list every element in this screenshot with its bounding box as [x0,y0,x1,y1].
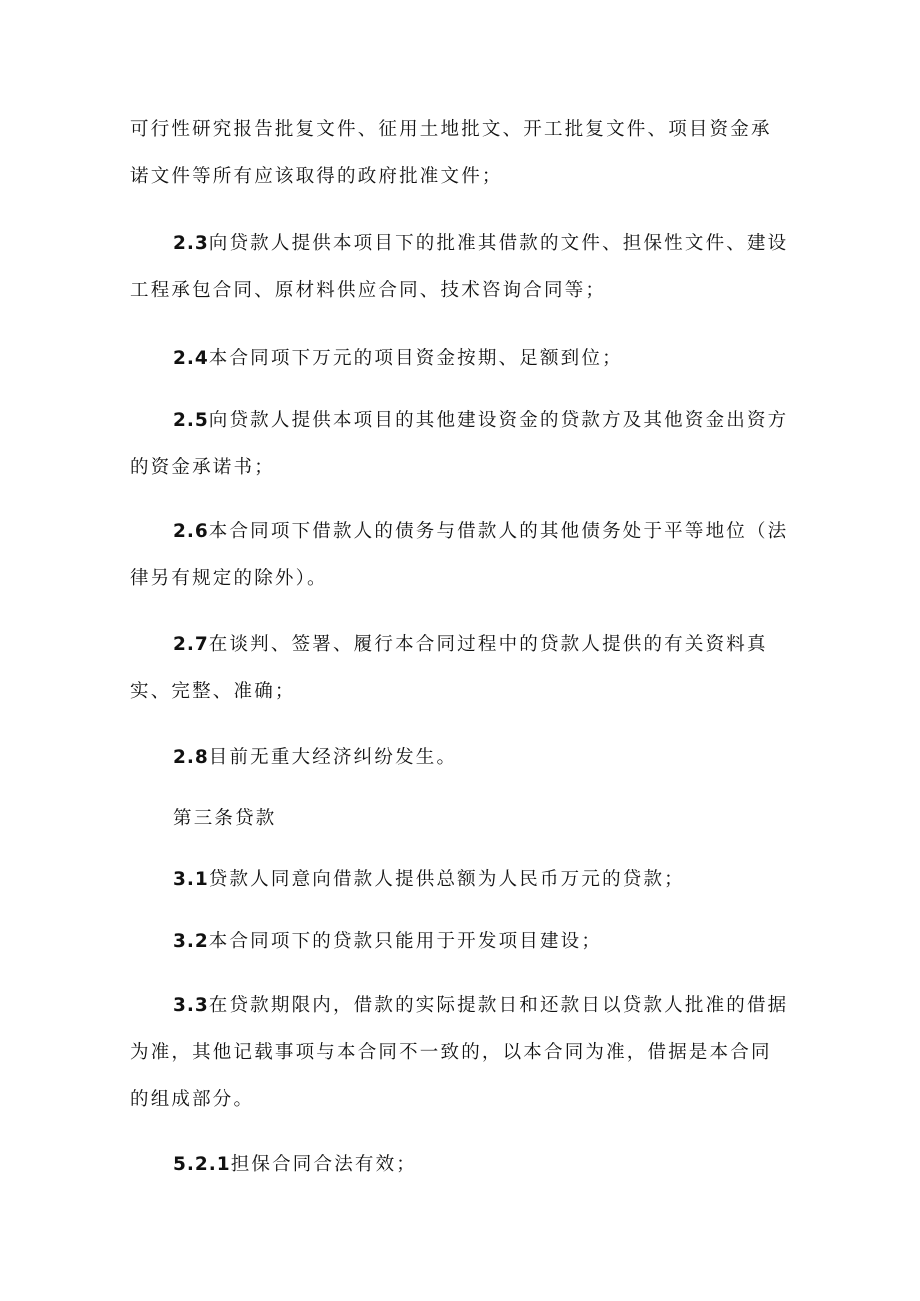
clause-3-1 [130,856,790,903]
clause-text: 本合同项下万元的项目资金按期、足额到位； [208,348,623,369]
clause-number: 2.7 [173,634,209,655]
paragraph-text: 可行性研究报告批复文件、征用土地批文、开工批复文件、项目资金承诺文件等所有应该取得的政府批准文件； [130,119,772,187]
paragraph-continuation [130,106,790,200]
clause-text: 在贷款期限内，借款的实际提款日和还款日以贷款人批准的借据为准，其他记载事项与本合同不一致的，以本合同为准，借据是本合同的组成部分。 [130,995,789,1110]
clause-text: 本合同项下的贷款只能用于开发项目建设； [208,931,603,952]
clause-2-3 [130,220,790,314]
clause-text: 目前无重大经济纠纷发生。 [208,747,458,768]
clause-number: 3.3 [173,995,209,1016]
clause-number: 2.3 [173,233,209,254]
clause-number: 3.2 [173,931,209,952]
clause-text: 本合同项下借款人的债务与借款人的其他债务处于平等地位（法律另有规定的除外）。 [130,521,789,589]
clause-number: 5.2.1 [173,1154,231,1175]
clause-number: 2.4 [173,348,209,369]
clause-text: 向贷款人提供本项目的其他建设资金的贷款方及其他资金出资方的资金承诺书； [130,410,789,478]
clause-text: 贷款人同意向借款人提供总额为人民币万元的贷款； [208,869,685,890]
clause-2-6 [130,508,790,602]
clause-3-3 [130,982,790,1123]
clause-text: 向贷款人提供本项目下的批准其借款的文件、担保性文件、建设工程承包合同、原材料供应合同、技术咨询合同等； [130,233,789,301]
clause-text: 担保合同合法有效； [230,1154,417,1175]
clause-text: 在谈判、签署、履行本合同过程中的贷款人提供的有关资料真实、完整、准确； [130,634,768,702]
clause-5-2-1 [130,1141,790,1188]
clause-number: 2.6 [173,521,209,542]
clause-2-5 [130,397,790,491]
clause-number: 3.1 [173,869,209,890]
clause-2-8 [130,734,790,781]
clause-3-2 [130,918,790,965]
clause-2-7 [130,621,790,715]
clause-2-4 [130,335,790,382]
section-heading-text: 第三条贷款 [173,808,277,829]
clause-number: 2.5 [173,410,209,431]
section-heading [130,795,790,842]
clause-number: 2.8 [173,747,209,768]
